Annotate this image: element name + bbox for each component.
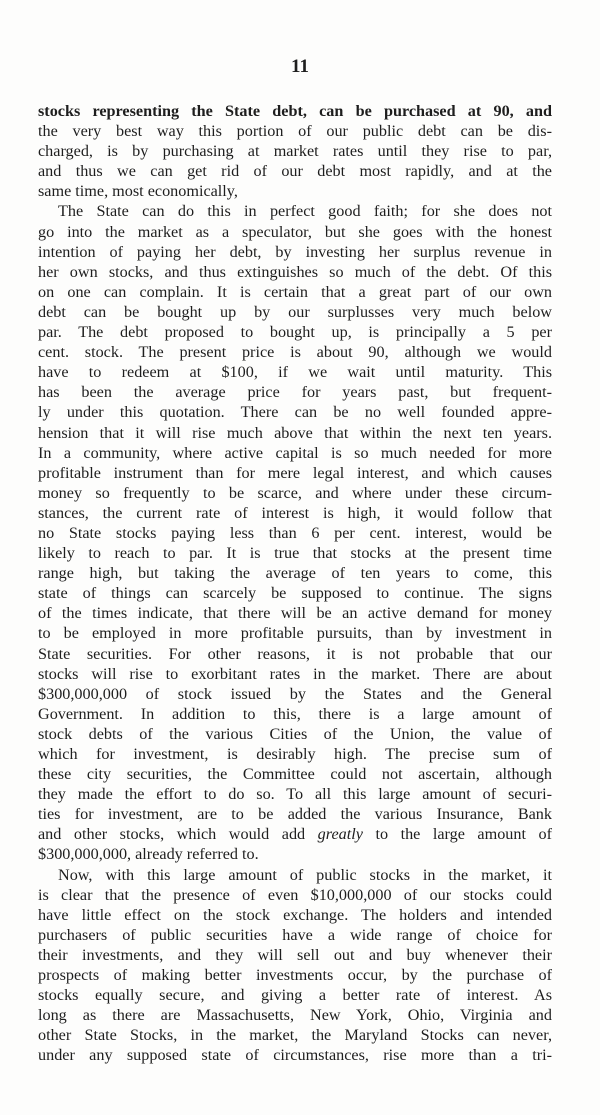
text-line: which for investment, is desirably high. The precise sum of [38, 745, 552, 763]
text-line: hension that it will rise much above that within the next ten years. [38, 423, 552, 442]
text-line: same time, most economically, [38, 182, 238, 201]
text-line: go into the market as a speculator, but she goes with the honest [38, 222, 552, 241]
text-line: have to redeem at $100, if we wait until maturity. This [38, 363, 552, 382]
text-line: ties for investment, are to be added the various Insurance, Bank [38, 805, 552, 824]
text-segment: to the large amount of [362, 825, 552, 844]
text-line: stocks equally secure, and giving a better rate of interest. As [38, 986, 552, 1005]
text-line: have little effect on the stock exchange. The holders and intended [38, 905, 552, 924]
text-line: has been the average price for years past, but frequent- [38, 383, 552, 402]
text-line: of the times indicate, that there will be an active demand for money [38, 604, 552, 623]
emphasized-word: greatly [317, 825, 363, 844]
text-line: long as there are Massachusetts, New York, Ohio, Virginia and [38, 1006, 552, 1025]
text-line: the very best way this portion of our public debt can be dis- [38, 122, 552, 141]
text-line: stocks will rise to exorbitant rates in the market. There are about [38, 664, 552, 683]
text-line: Government. In addition to this, there is a large amount of [38, 704, 552, 723]
text-line: State securities. For other reasons, it is not probable that our [38, 644, 552, 663]
text-line: $300,000,000 of stock issued by the States and the General [38, 684, 552, 703]
text-line: other State Stocks, in the market, the Maryland Stocks can never, [38, 1026, 552, 1045]
text-line: purchasers of public securities have a wide range of choice for [38, 925, 552, 944]
text-line: cent. stock. The present price is about 90, although we would [38, 343, 552, 362]
text-line: and thus we can get rid of our debt most rapidly, and at the [38, 162, 552, 181]
text-line: they made the effort to do so. To all this large amount of securi- [38, 785, 552, 804]
text-line: on one can complain. It is certain that a great part of our own [38, 282, 552, 301]
text-line: charged, is by purchasing at market rates until they rise to par, [38, 142, 552, 161]
text-line: stances, the current rate of interest is high, it would follow that [38, 503, 552, 522]
text-line: their investments, and they will sell out and buy whenever their [38, 945, 552, 964]
text-line: In a community, where active capital is so much needed for more [38, 443, 552, 462]
text-line: money so frequently to be scarce, and where under these circum- [38, 483, 552, 502]
text-segment: and other stocks, which would add [38, 825, 318, 844]
text-line [38, 824, 552, 844]
text-line: to be employed in more profitable pursuits, than by investment in [38, 624, 552, 643]
text-line: state of things can scarcely be supposed to continue. The signs [38, 584, 552, 603]
text-line: likely to reach to par. It is true that stocks at the present time [38, 544, 552, 563]
text-line: ly under this quotation. There can be no well founded appre- [38, 403, 552, 422]
text-line: under any supposed state of circumstances, rise more than a tri- [38, 1046, 552, 1065]
text-line: par. The debt proposed to bought up, is principally a 5 per [38, 323, 552, 342]
text-line: $300,000,000, already referred to. [38, 845, 259, 864]
text-line: her own stocks, and thus extinguishes so much of the debt. Of this [38, 262, 552, 281]
body-text [38, 101, 552, 1066]
page-number: 11 [291, 56, 309, 77]
text-line: debt can be bought up by our surplusses very much below [38, 302, 552, 321]
text-line: these city securities, the Committee could not ascertain, although [38, 765, 552, 784]
text-line: prospects of making better investments occur, by the purchase of [38, 966, 552, 985]
text-line: no State stocks paying less than 6 per cent. interest, would be [38, 523, 552, 542]
text-line: is clear that the presence of even $10,000,000 of our stocks could [38, 885, 552, 904]
text-line: stock debts of the various Cities of the Union, the value of [38, 724, 552, 743]
text-line: intention of paying her debt, by investing her surplus revenue in [38, 242, 552, 261]
text-line: profitable instrument than for mere legal interest, and which causes [38, 463, 552, 482]
text-line: The State can do this in perfect good faith; for she does not [58, 202, 552, 221]
text-line: stocks representing the State debt, can be purchased at 90, and [38, 102, 552, 120]
text-line: Now, with this large amount of public stocks in the market, it [58, 865, 552, 884]
text-line: range high, but taking the average of ten years to come, this [38, 564, 552, 583]
